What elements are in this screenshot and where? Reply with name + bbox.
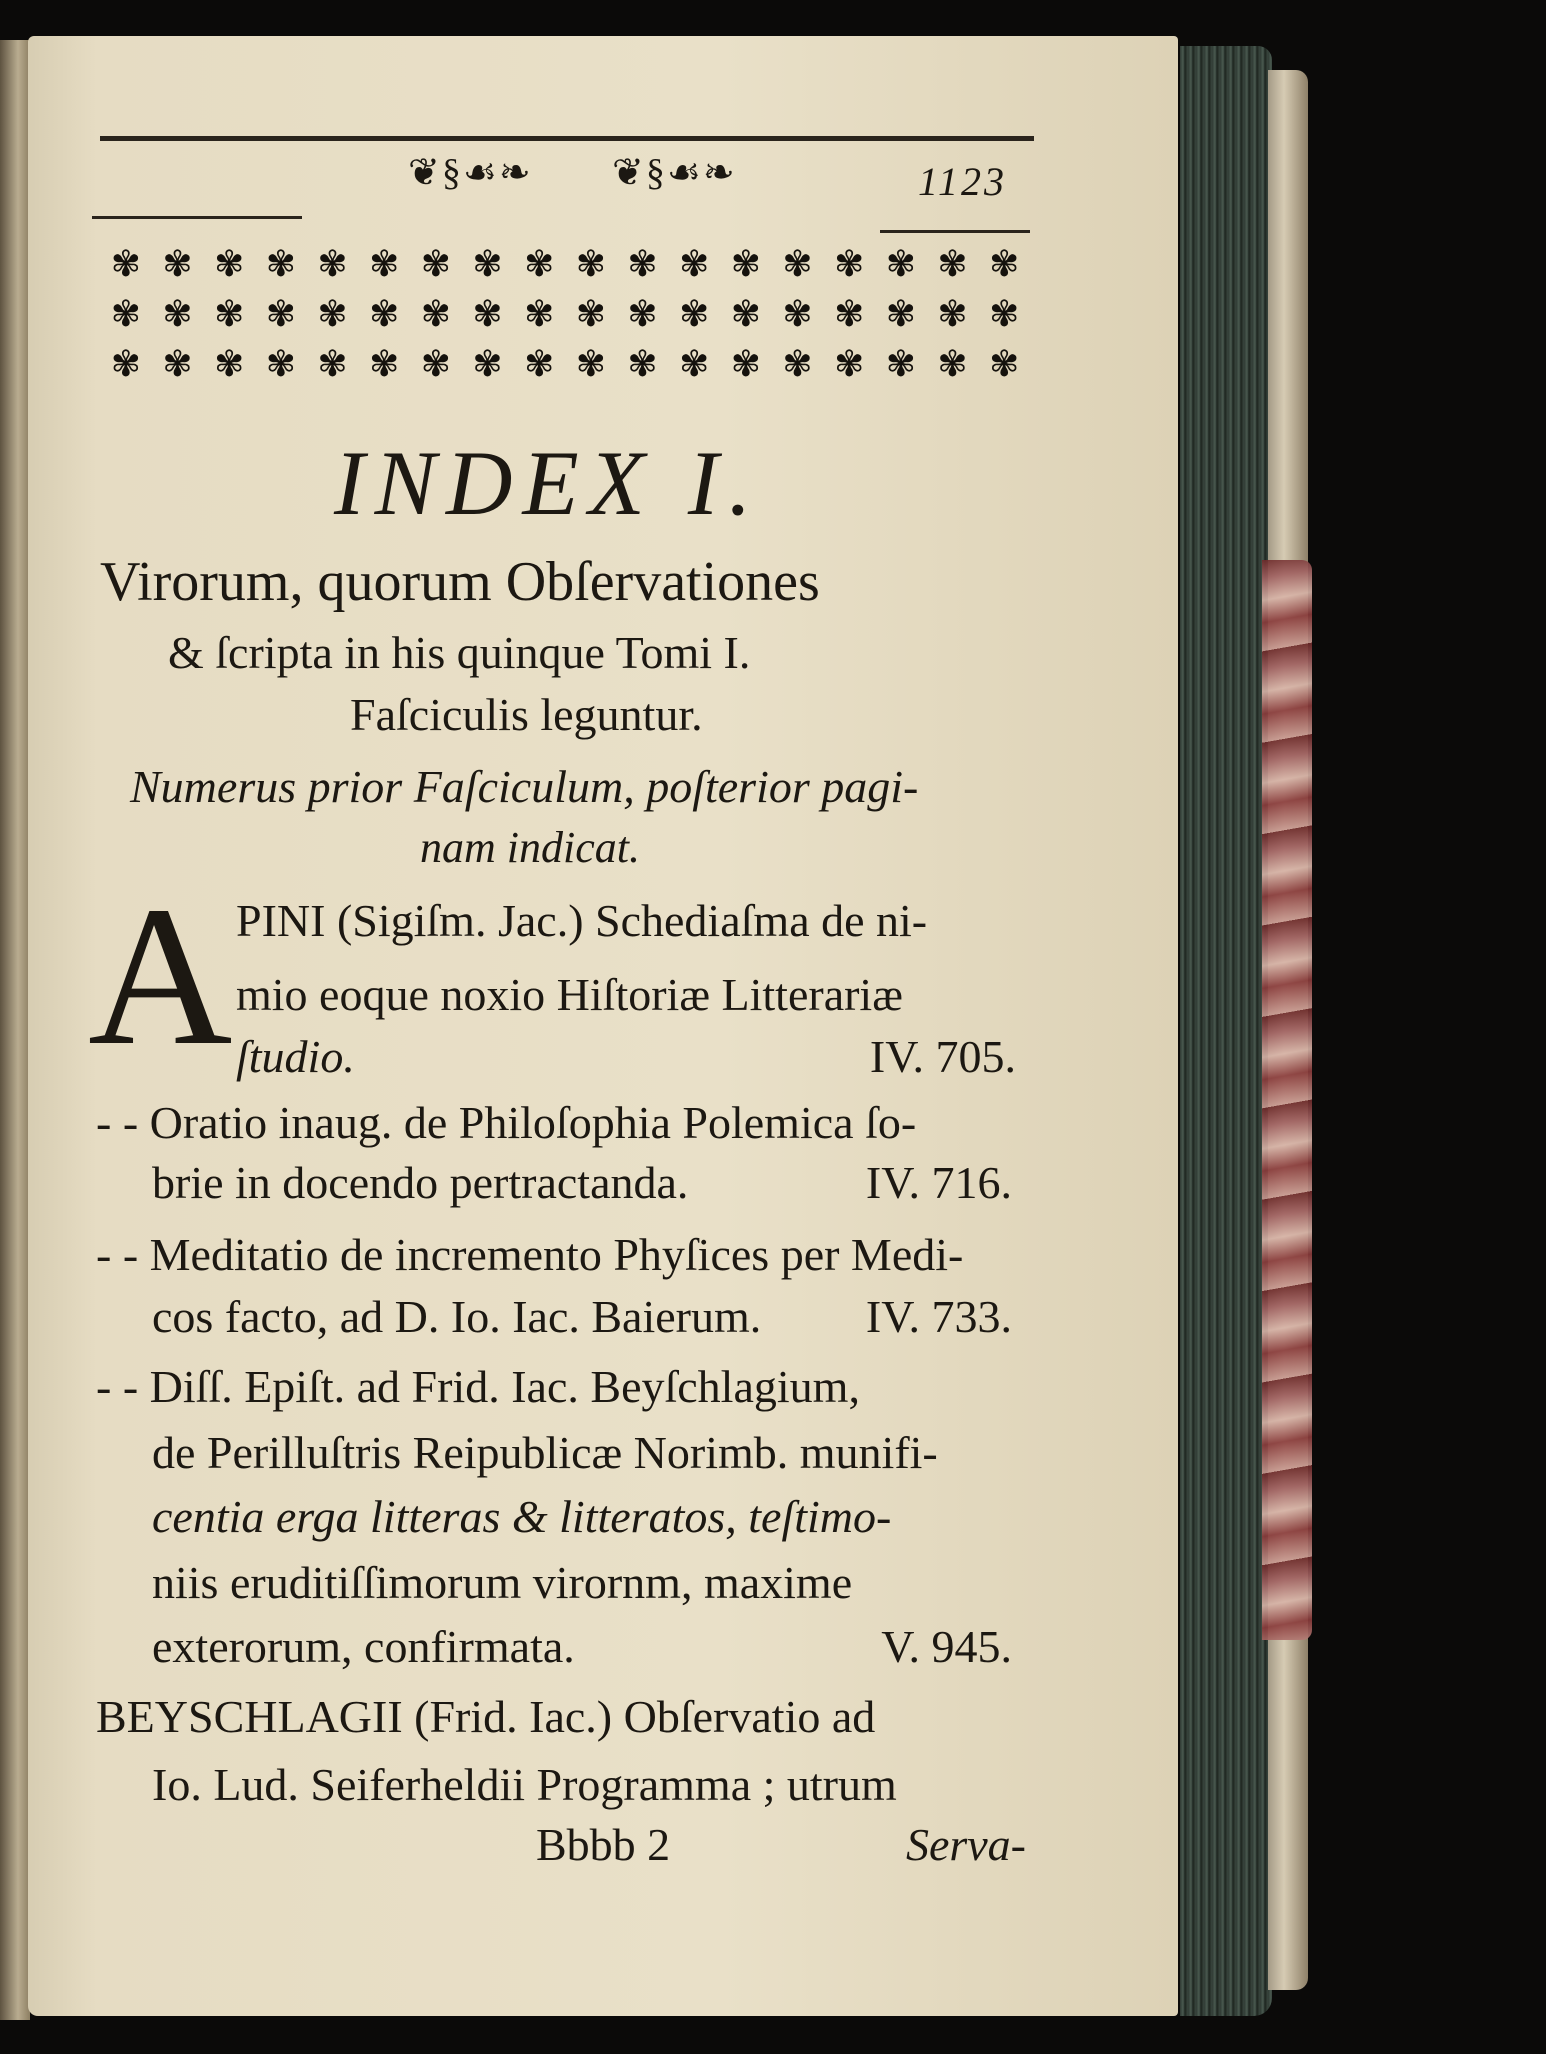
- ornament-flower-icon: ✾: [989, 294, 1020, 335]
- ornament-flower-icon: ✾: [265, 244, 296, 285]
- ornament-flower-icon: ✾: [110, 294, 141, 335]
- signature-catchword-line: [536, 1818, 1026, 1871]
- entry-oratio-ref: IV. 716.: [865, 1157, 1012, 1208]
- ornament-flower-icon: ✾: [627, 244, 658, 285]
- ornament-flower-icon: ✾: [937, 344, 968, 385]
- ornament-flower-icon: ✾: [214, 294, 245, 335]
- entry-oratio-line-1: - - Oratio inaug. de Philoſophia Polemica ſo-: [96, 1097, 917, 1148]
- ornament-flower-icon: ✾: [265, 344, 296, 385]
- catchword: Serva-: [905, 1819, 1026, 1870]
- entry-diss-line-1: - - Diſſ. Epiſt. ad Frid. Iac. Beyſchlagium,: [96, 1361, 860, 1412]
- ornament-flower-icon: ✾: [214, 344, 245, 385]
- ornament-flower-icon: ✾: [162, 294, 193, 335]
- ornament-flower-icon: ✾: [627, 344, 658, 385]
- top-rule: [100, 136, 1034, 141]
- entry-meditatio-line-2-text: cos facto, ad D. Io. Iac. Baierum.: [152, 1291, 762, 1342]
- ornament-flower-icon: ✾: [730, 344, 761, 385]
- ornament-flower-icon: ✾: [524, 244, 555, 285]
- ornament-flower-icon: ✾: [730, 244, 761, 285]
- ornament-flower-icon: ✾: [369, 244, 400, 285]
- subtitle-line-1: Virorum, quorum Obſervationes: [100, 551, 820, 613]
- ornament-flower-icon: ✾: [575, 344, 606, 385]
- subtitle-line-3: Faſciculis leguntur.: [350, 689, 703, 740]
- entry-diss-line-5: [152, 1620, 1012, 1673]
- ornament-flower-icon: ✾: [420, 244, 451, 285]
- ornament-flower-icon: ✾: [989, 344, 1020, 385]
- entry-diss-line-4: niis eruditiſſimorum virornm, maxime: [152, 1557, 853, 1608]
- entry-apini-line-1: PINI (Sigiſm. Jac.) Schediaſma de ni-: [236, 895, 928, 946]
- drop-cap-initial: A: [88, 866, 233, 1087]
- signature-mark: Bbbb 2: [536, 1819, 671, 1870]
- ornament-flower-icon: ✾: [989, 244, 1020, 285]
- ornament-flower-icon: ✾: [214, 244, 245, 285]
- ornament-flower-icon: ✾: [317, 344, 348, 385]
- ornament-flower-icon: ✾: [834, 294, 865, 335]
- ornament-flower-icon: ✾: [782, 294, 813, 335]
- entry-diss-ref: V. 945.: [881, 1621, 1012, 1672]
- ornament-flower-icon: ✾: [369, 294, 400, 335]
- header-rule-right: [880, 230, 1030, 233]
- ornament-flower-icon: ✾: [420, 294, 451, 335]
- entry-apini-ref: IV. 705.: [869, 1031, 1016, 1082]
- ornament-flower-icon: ✾: [730, 294, 761, 335]
- page-number: 1123: [918, 159, 1008, 204]
- entry-diss-line-3: centia erga litteras & litteratos, teſtimo-: [152, 1491, 892, 1542]
- ornament-flower-icon: ✾: [472, 244, 503, 285]
- header-rule-left: [92, 216, 302, 219]
- ornament-flower-icon: ✾: [679, 344, 710, 385]
- entry-diss-line-5-text: exterorum, confirmata.: [152, 1621, 575, 1672]
- entry-apini-line-3-text: ſtudio.: [236, 1031, 355, 1082]
- ornament-flower-icon: ✾: [937, 294, 968, 335]
- ornament-flower-icon: ✾: [937, 244, 968, 285]
- marbled-binding: [1262, 560, 1312, 1640]
- note-line-1: Numerus prior Faſciculum, poſterior pagi-: [130, 761, 919, 812]
- entry-apini-line-3: [236, 1030, 1016, 1083]
- ornament-flower-icon: ✾: [472, 344, 503, 385]
- ornament-flower-icon: ✾: [369, 344, 400, 385]
- ornament-flower-icon: ✾: [524, 344, 555, 385]
- ornament-flower-icon: ✾: [834, 244, 865, 285]
- entry-meditatio-line-1: - - Meditatio de incremento Phyſices per Medi-: [96, 1229, 964, 1280]
- ornament-flower-icon: ✾: [885, 244, 916, 285]
- ornament-flower-icon: ✾: [782, 344, 813, 385]
- ornament-flower-icon: ✾: [575, 294, 606, 335]
- ornamental-band: [100, 240, 1030, 390]
- ornament-flower-icon: ✾: [834, 344, 865, 385]
- subtitle-line-2: & ſcripta in his quinque Tomi I.: [168, 627, 751, 678]
- ornament-flower-icon: ✾: [627, 294, 658, 335]
- entry-apini-line-2: mio eoque noxio Hiſtoriæ Litterariæ: [236, 969, 903, 1020]
- ornament-flower-icon: ✾: [679, 244, 710, 285]
- entry-oratio-line-2-text: brie in docendo pertractanda.: [152, 1157, 689, 1208]
- entry-diss-line-2: de Perilluſtris Reipublicæ Norimb. munifi-: [152, 1427, 938, 1478]
- ornament-flower-icon: ✾: [524, 294, 555, 335]
- ornament-flower-icon: ✾: [420, 344, 451, 385]
- ornament-flower-icon: ✾: [162, 244, 193, 285]
- ornament-flower-icon: ✾: [110, 244, 141, 285]
- ornament-flower-icon: ✾: [575, 244, 606, 285]
- ornament-flower-icon: ✾: [885, 294, 916, 335]
- ornament-flower-icon: ✾: [885, 344, 916, 385]
- ornament-flower-icon: ✾: [317, 294, 348, 335]
- ornament-flower-icon: ✾: [317, 244, 348, 285]
- headpiece-ornament-right: ❦§☙❧: [612, 152, 737, 194]
- entry-meditatio-ref: IV. 733.: [865, 1291, 1012, 1342]
- ornament-flower-icon: ✾: [679, 294, 710, 335]
- entry-meditatio-line-2: [152, 1290, 1012, 1343]
- entry-beyschlagii-line-1: BEYSCHLAGII (Frid. Iac.) Obſervatio ad: [96, 1691, 876, 1742]
- note-line-2: nam indicat.: [420, 823, 640, 872]
- facing-page-edge: [0, 40, 30, 2020]
- entry-beyschlagii-line-2: Io. Lud. Seiferheldii Programma ; utrum: [152, 1759, 897, 1810]
- headpiece-ornament-left: ❦§☙❧: [408, 152, 533, 194]
- ornament-flower-icon: ✾: [472, 294, 503, 335]
- ornament-flower-icon: ✾: [782, 244, 813, 285]
- entry-oratio-line-2: [152, 1156, 1012, 1209]
- ornament-flower-icon: ✾: [110, 344, 141, 385]
- index-heading: INDEX I.: [334, 432, 762, 534]
- ornament-flower-icon: ✾: [265, 294, 296, 335]
- ornament-flower-icon: ✾: [162, 344, 193, 385]
- page-block-edges: [1180, 46, 1272, 2016]
